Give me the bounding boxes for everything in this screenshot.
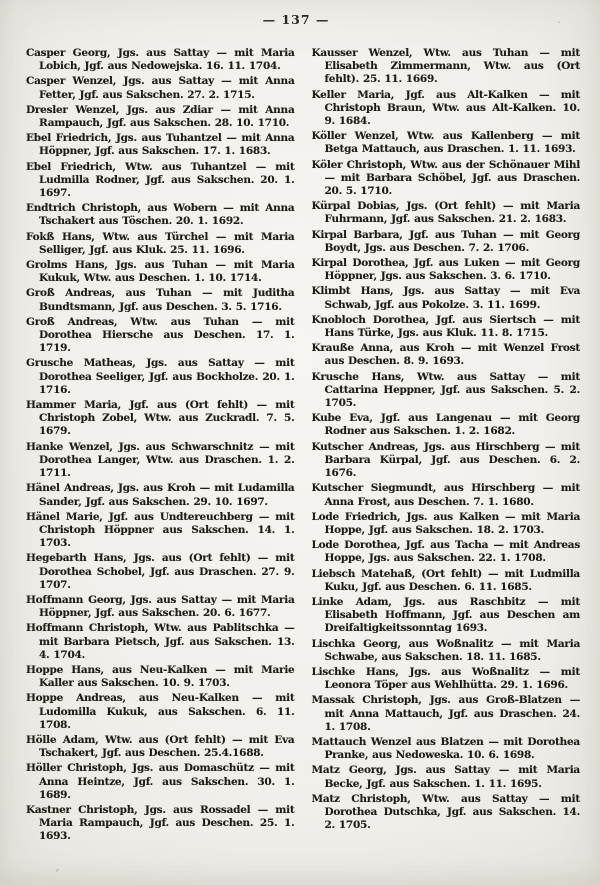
- marriage-record: Lischke Hans, Jgs. aus Woßnalitz — mit Leonora Töper aus Wehlhütta. 29. 1. 1696.: [311, 665, 580, 692]
- marriage-record: Lischka Georg, aus Woßnalitz — mit Maria Schwabe, aus Sakschen. 18. 11. 1685.: [311, 637, 580, 663]
- marriage-record: Casper Georg, Jgs. aus Sattay — mit Maria Lobich, Jgf. aus Nedowejska. 16. 11. 1704.: [26, 47, 295, 73]
- marriage-record: Keller Maria, Jgf. aus Alt-Kalken — mit Christoph Braun, Wtw. aus Alt-Kalken. 10. 9. 1684.: [311, 88, 580, 128]
- records-column-right: [312, 47, 581, 846]
- marriage-record: Hölle Adam, Wtw. aus (Ort fehlt) — mit Eva Tschakert, Jgf. aus Deschen. 25.4.1688.: [26, 733, 295, 760]
- marriage-record: Hänel Marie, Jgf. aus Undtereuchberg — mit Christoph Höppner aus Sakschen. 14. 1. 1703.: [26, 510, 295, 550]
- page-number: — 137 —: [262, 12, 330, 27]
- marriage-record: Kirpal Dorothea, Jgf. aus Luken — mit Georg Höppner, Jgs. aus Sakschen. 3. 6. 1710.: [311, 257, 580, 283]
- marriage-record: Hoppe Hans, aus Neu-Kalken — mit Marie Kaller aus Sakschen. 10. 9. 1703.: [26, 663, 295, 690]
- marriage-record: Hoffmann Georg, Jgs. aus Sattay — mit Maria Höppner, Jgf. aus Sakschen. 20. 6. 1677.: [26, 593, 295, 620]
- marriage-record: Ebel Friedrich, Wtw. aus Tuhantzel — mit Ludmilla Rodner, Jgf. aus Sakschen. 20. 1. 1697.: [26, 160, 295, 200]
- marriage-record: Hoffmann Christoph, Wtw. aus Pablitschka — mit Barbara Pietsch, Jgf. aus Sakschen. 13. 4. 1704.: [26, 622, 295, 661]
- marriage-record: Kastner Christoph, Jgs. aus Rossadel — mit Maria Rampauch, Jgf. aus Deschen. 25. 1. 1693.: [26, 803, 295, 843]
- marriage-record: Lode Dorothea, Jgf. aus Tacha — mit Andreas Hoppe, Jgs. aus Sakschen. 22. 1. 1708.: [311, 539, 580, 565]
- marriage-record: Ebel Friedrich, Jgs. aus Tuhantzel — mit Anna Höppner, Jgf. aus Sakschen. 17. 1. 1683.: [26, 132, 295, 158]
- marriage-record: Hammer Maria, Jgf. aus (Ort fehlt) — mit Christoph Zobel, Wtw. aus Zuckradl. 7. 5. 1679.: [26, 399, 295, 438]
- scan-smudge-artifact: ʻ: [53, 867, 60, 880]
- marriage-record: Hanke Wenzel, Jgs. aus Schwarschnitz — mit Dorothea Langer, Wtw. aus Draschen. 1. 2. 1711.: [26, 440, 295, 480]
- marriage-record: Dresler Wenzel, Jgs. aus Zdiar — mit Anna Rampauch, Jgf. aus Sakschen. 28. 10. 1710.: [26, 103, 295, 130]
- marriage-record: Höller Christoph, Jgs. aus Domaschütz — mit Anna Heintze, Jgf. aus Sakschen. 30. 1. 1689.: [26, 762, 295, 801]
- marriage-record: Grolms Hans, Jgs. aus Tuhan — mit Maria Kukuk, Wtw. aus Deschen. 1. 10. 1714.: [26, 259, 295, 285]
- marriage-record: Mattauch Wenzel aus Blatzen — mit Dorothea Pranke, aus Nedoweska. 10. 6. 1698.: [311, 735, 580, 762]
- marriage-record: Hänel Andreas, Jgs. aus Kroh — mit Ludamilla Sander, Jgf. aus Sakschen. 29. 10. 1697.: [26, 482, 295, 508]
- marriage-record: Matz Christoph, Wtw. aus Sattay — mit Dorothea Dutschka, Jgf. aus Sakschen. 14. 2. 1705.: [311, 792, 580, 832]
- marriage-record: Köler Christoph, Wtw. aus der Schönauer Mihl — mit Barbara Schöbel, Jgf. aus Draschen. 20. 5. 1710.: [311, 158, 580, 198]
- marriage-record: Endtrich Christoph, aus Wobern — mit Anna Tschakert aus Töschen. 20. 1. 1692.: [26, 202, 295, 228]
- records-column-left: [26, 47, 295, 846]
- marriage-record: Kausser Wenzel, Wtw. aus Tuhan — mit Elisabeth Zimmermann, Wtw. aus (Ort fehlt). 25. 11. 1669.: [311, 47, 580, 86]
- marriage-record: Grusche Matheas, Jgs. aus Sattay — mit Dorothea Seeliger, Jgf. aus Bockholze. 20. 1. 1716.: [26, 357, 295, 396]
- two-column-text-block: [26, 47, 580, 846]
- marriage-record: Knobloch Dorothea, Jgf. aus Siertsch — mit Hans Türke, Jgs. aus Kluk. 11. 8. 1715.: [311, 313, 580, 340]
- marriage-record: Kürpal Dobias, Jgs. (Ort fehlt) — mit Maria Fuhrmann, Jgf. aus Sakschen. 21. 2. 1683.: [311, 200, 580, 226]
- marriage-record: Casper Wenzel, Jgs. aus Sattay — mit Anna Fetter, Jgf. aus Sakschen. 27. 2. 1715.: [26, 75, 295, 101]
- marriage-record: Hoppe Andreas, aus Neu-Kalken — mit Ludomilla Kukuk, aus Sakschen. 6. 11. 1708.: [26, 692, 295, 731]
- marriage-record: Kube Eva, Jgf. aus Langenau — mit Georg Rodner aus Sakschen. 1. 2. 1682.: [311, 412, 580, 438]
- marriage-record: Köller Wenzel, Wtw. aus Kallenberg — mit Betga Mattauch, aus Draschen. 1. 11. 1693.: [311, 130, 580, 156]
- marriage-record: Matz Georg, Jgs. aus Sattay — mit Maria Becke, Jgf. aus Sakschen. 1. 11. 1695.: [311, 764, 580, 790]
- marriage-record: Kutscher Andreas, Jgs. aus Hirschberg — mit Barbara Kürpal, Jgf. aus Deschen. 6. 2. 1676.: [311, 440, 580, 480]
- marriage-record: Kutscher Siegmundt, aus Hirschberg — mit Anna Frost, aus Deschen. 7. 1. 1680.: [311, 482, 580, 508]
- marriage-record: Liebsch Matehaß, (Ort fehlt) — mit Ludmilla Kuku, Jgf. aus Deschen. 6. 11. 1685.: [311, 567, 580, 593]
- marriage-record: Klimbt Hans, Jgs. aus Sattay — mit Eva Schwab, Jgf. aus Pokolze. 3. 11. 1699.: [311, 285, 580, 311]
- marriage-record: Krusche Hans, Wtw. aus Sattay — mit Cattarina Heppner, Jgf. aus Sakschen. 5. 2. 1705.: [311, 370, 580, 410]
- scan-speck-artifact: ·: [558, 18, 561, 27]
- marriage-record: Groß Andreas, aus Tuhan — mit Juditha Bundtsmann, Jgf. aus Deschen. 3. 5. 1716.: [26, 287, 295, 313]
- marriage-record: Lode Friedrich, Jgs. aus Kalken — mit Maria Hoppe, Jgf. aus Sakschen. 18. 2. 1703.: [311, 510, 580, 536]
- marriage-record: Kirpal Barbara, Jgf. aus Tuhan — mit Georg Boydt, Jgs. aus Deschen. 7. 2. 1706.: [311, 228, 580, 254]
- marriage-record: Linke Adam, Jgs. aus Raschbitz — mit Elisabeth Hoffmann, Jgf. aus Deschen am Dreifaltigkeitssonntag 1693.: [311, 595, 580, 635]
- marriage-record: Krauße Anna, aus Kroh — mit Wenzel Frost aus Deschen. 8. 9. 1693.: [311, 342, 580, 368]
- marriage-record: Massak Christoph, Jgs. aus Groß-Blatzen — mit Anna Mattauch, Jgf. aus Draschen. 24. 1. 1708.: [311, 694, 580, 733]
- marriage-record: Groß Andreas, Wtw. aus Tuhan — mit Dorothea Hiersche aus Deschen. 17. 1. 1719.: [26, 315, 295, 355]
- marriage-record: Fokß Hans, Wtw. aus Türchel — mit Maria Selliger, Jgf. aus Kluk. 25. 11. 1696.: [26, 230, 295, 256]
- marriage-record: Hegebarth Hans, Jgs. aus (Ort fehlt) — mit Dorothea Schobel, Jgf. aus Draschen. 27. 9. 1707.: [26, 552, 295, 591]
